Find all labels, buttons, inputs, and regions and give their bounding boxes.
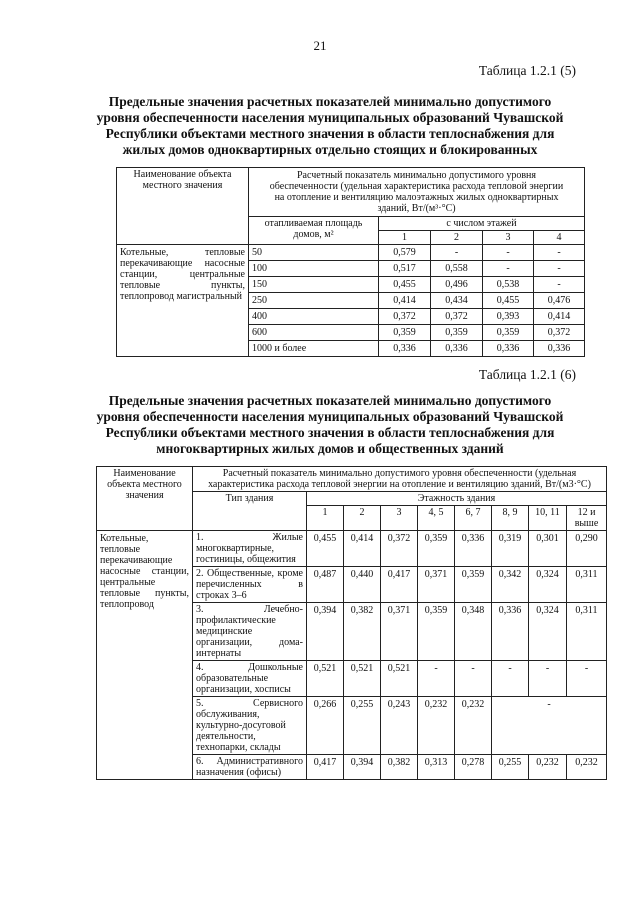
table2-cell: 0,440 bbox=[344, 567, 381, 603]
table2-cell: 0,311 bbox=[567, 567, 607, 603]
table2-cell: 0,324 bbox=[529, 603, 567, 661]
table1 bbox=[116, 167, 585, 357]
table2-cell: 0,394 bbox=[344, 755, 381, 780]
table2-floor-col: 1 bbox=[307, 506, 344, 531]
table2-cell: 0,521 bbox=[307, 661, 344, 697]
table2-cell: 0,394 bbox=[307, 603, 344, 661]
table1-cell: 0,496 bbox=[431, 277, 483, 293]
table2-indicator-header: Расчетный показатель минимально допустимого уровня обеспеченности (удельная характеристика расхода тепловой энергии на отопление и вентиляцию зданий, Вт/(м3·°С) bbox=[193, 467, 607, 492]
table2-cell: 0,371 bbox=[418, 567, 455, 603]
table1-floor-2: 2 bbox=[431, 231, 483, 245]
table1-cell: 0,538 bbox=[483, 277, 534, 293]
table1-cell: 0,359 bbox=[483, 325, 534, 341]
table2-cell: 0,266 bbox=[307, 697, 344, 755]
table2-cell: 0,336 bbox=[455, 531, 492, 567]
table1-cell: - bbox=[534, 245, 585, 261]
table2-cell: - bbox=[529, 661, 567, 697]
table1-cell: 0,558 bbox=[431, 261, 483, 277]
table2-cell: 0,232 bbox=[529, 755, 567, 780]
table1-cell: 0,414 bbox=[534, 309, 585, 325]
table2-cell: 0,382 bbox=[344, 603, 381, 661]
table2-cell: 0,487 bbox=[307, 567, 344, 603]
table2-cell: 0,324 bbox=[529, 567, 567, 603]
table2-cell: - bbox=[455, 661, 492, 697]
table1-cell: 0,336 bbox=[431, 341, 483, 357]
table1-cell: 0,517 bbox=[379, 261, 431, 277]
table2-building-type: 1. Жилые многоквартирные, гостиницы, общежития bbox=[193, 531, 307, 567]
table1-cell: 0,372 bbox=[379, 309, 431, 325]
table2-cell: 0,313 bbox=[418, 755, 455, 780]
table2-cell: 0,290 bbox=[567, 531, 607, 567]
table1-cell: 0,455 bbox=[483, 293, 534, 309]
table1-title: Предельные значения расчетных показателей минимально допустимого уровня обеспеченности населения муниципальных образований Чувашской Республики объектами местного значения в области теплоснабжения для жилых домов одноквартирных отдельно стоящих и блокированных bbox=[96, 94, 564, 157]
table2-cell: 0,372 bbox=[381, 531, 418, 567]
table2-cell: 0,414 bbox=[344, 531, 381, 567]
table1-cell: 0,476 bbox=[534, 293, 585, 309]
table2-cell: 0,319 bbox=[492, 531, 529, 567]
table1-area: 600 bbox=[249, 325, 379, 341]
table2-cell-merged: - bbox=[492, 697, 607, 755]
table2-building-type: 3. Лечебно-профилактические медицинские организации, дома-интернаты bbox=[193, 603, 307, 661]
table2-building-type: 4. Дошкольные образовательные организации, хосписы bbox=[193, 661, 307, 697]
table2-cell: - bbox=[492, 661, 529, 697]
table1-indicator-header: Расчетный показатель минимально допустимого уровня обеспеченности (удельная характеристика расхода тепловой энергии на отопление и вентиляцию малоэтажных жилых одноквартирных зданий, Вт/(м³·°С) bbox=[249, 168, 585, 217]
table2-cell: 0,255 bbox=[344, 697, 381, 755]
table2-floor-col: 12 и выше bbox=[567, 506, 607, 531]
table1-floors-header: с числом этажей bbox=[379, 217, 585, 231]
table1-cell: 0,434 bbox=[431, 293, 483, 309]
table2-cell: 0,348 bbox=[455, 603, 492, 661]
table1-label: Таблица 1.2.1 (5) bbox=[478, 63, 576, 78]
table2-col-object-header: Наименование объекта местного значения bbox=[97, 467, 193, 531]
table2-cell: 0,342 bbox=[492, 567, 529, 603]
table1-area: 100 bbox=[249, 261, 379, 277]
table2-floor-col: 3 bbox=[381, 506, 418, 531]
table1-cell: 0,336 bbox=[379, 341, 431, 357]
table1-area: 250 bbox=[249, 293, 379, 309]
table-row bbox=[97, 531, 607, 567]
table2-cell: 0,417 bbox=[381, 567, 418, 603]
table2-cell: 0,455 bbox=[307, 531, 344, 567]
table2-cell: 0,255 bbox=[492, 755, 529, 780]
table2-label: Таблица 1.2.1 (6) bbox=[478, 367, 576, 382]
table-row bbox=[117, 245, 585, 261]
table1-cell: - bbox=[431, 245, 483, 261]
table2-floor-col: 8, 9 bbox=[492, 506, 529, 531]
table2-cell: 0,336 bbox=[492, 603, 529, 661]
table2-building-type: 2. Общественные, кроме перечисленных в строках 3–6 bbox=[193, 567, 307, 603]
table2-cell: - bbox=[567, 661, 607, 697]
table2-cell: 0,359 bbox=[455, 567, 492, 603]
table2-floor-col: 10, 11 bbox=[529, 506, 567, 531]
table2-type-header: Тип здания bbox=[193, 492, 307, 531]
table2-cell: 0,278 bbox=[455, 755, 492, 780]
table1-cell: 0,359 bbox=[431, 325, 483, 341]
table1-area: 1000 и более bbox=[249, 341, 379, 357]
table1-cell: 0,372 bbox=[534, 325, 585, 341]
table2-cell: 0,521 bbox=[344, 661, 381, 697]
table1-area-header: отапливаемая площадь домов, м² bbox=[249, 217, 379, 245]
table2-cell: 0,521 bbox=[381, 661, 418, 697]
table1-cell: - bbox=[483, 245, 534, 261]
table1-cell: 0,579 bbox=[379, 245, 431, 261]
table2-object-name: Котельные, тепловые перекачивающие насосные станции, центральные тепловые пункты, теплопровод bbox=[97, 531, 193, 780]
table2-cell: - bbox=[418, 661, 455, 697]
table1-cell: 0,372 bbox=[431, 309, 483, 325]
table1-cell: 0,455 bbox=[379, 277, 431, 293]
table2-cell: 0,232 bbox=[567, 755, 607, 780]
table1-cell: - bbox=[534, 277, 585, 293]
table1-object-name: Котельные, тепловые перекачивающие насосные станции, центральные тепловые пункты, теплопровод магистральный bbox=[117, 245, 249, 357]
table1-cell: 0,359 bbox=[379, 325, 431, 341]
table2-floor-col: 6, 7 bbox=[455, 506, 492, 531]
table2-cell: 0,243 bbox=[381, 697, 418, 755]
table2-cell: 0,417 bbox=[307, 755, 344, 780]
table2-floor-col: 4, 5 bbox=[418, 506, 455, 531]
table2-cell: 0,382 bbox=[381, 755, 418, 780]
table2-cell: 0,359 bbox=[418, 603, 455, 661]
table1-cell: - bbox=[534, 261, 585, 277]
table2-cell: 0,301 bbox=[529, 531, 567, 567]
table1-area: 150 bbox=[249, 277, 379, 293]
table2-floor-col: 2 bbox=[344, 506, 381, 531]
page-number: 21 bbox=[313, 38, 327, 53]
table2-cell: 0,359 bbox=[418, 531, 455, 567]
table2 bbox=[96, 466, 607, 780]
table1-col-object-header: Наименование объекта местного значения bbox=[117, 168, 249, 245]
table2-cell: 0,311 bbox=[567, 603, 607, 661]
table1-floor-3: 3 bbox=[483, 231, 534, 245]
table2-building-type: 5. Сервисного обслуживания, культурно-досуговой деятельности, технопарки, склады bbox=[193, 697, 307, 755]
table1-area: 400 bbox=[249, 309, 379, 325]
table1-cell: - bbox=[483, 261, 534, 277]
table1-cell: 0,414 bbox=[379, 293, 431, 309]
table1-cell: 0,336 bbox=[483, 341, 534, 357]
table1-floor-1: 1 bbox=[379, 231, 431, 245]
table1-area: 50 bbox=[249, 245, 379, 261]
table2-cell: 0,232 bbox=[418, 697, 455, 755]
table2-cell: 0,371 bbox=[381, 603, 418, 661]
table1-cell: 0,336 bbox=[534, 341, 585, 357]
table2-building-type: 6. Административного назначения (офисы) bbox=[193, 755, 307, 780]
table2-floors-header: Этажность здания bbox=[307, 492, 607, 506]
table1-floor-4: 4 bbox=[534, 231, 585, 245]
table2-title: Предельные значения расчетных показателей минимально допустимого уровня обеспеченности населения муниципальных образований Чувашской Республики объектами местного значения в области теплоснабжения для многоквартирных жилых домов и общественных зданий bbox=[96, 393, 564, 456]
table2-cell: 0,232 bbox=[455, 697, 492, 755]
table1-cell: 0,393 bbox=[483, 309, 534, 325]
